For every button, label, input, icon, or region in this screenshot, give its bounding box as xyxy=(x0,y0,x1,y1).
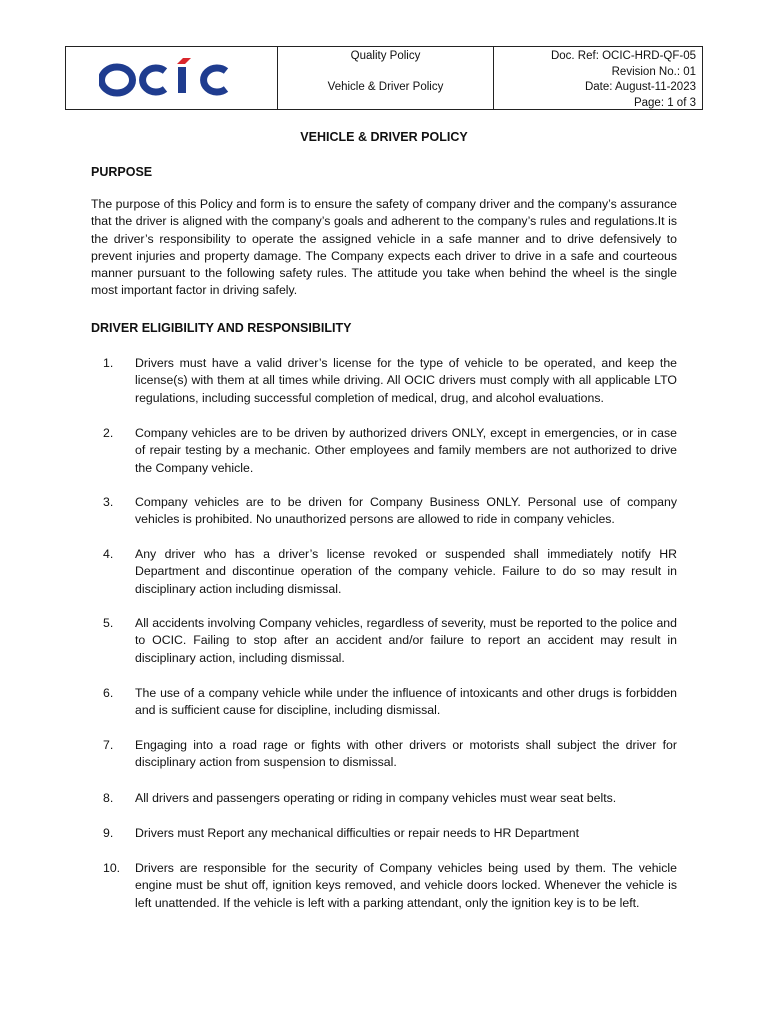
list-item xyxy=(91,737,677,772)
doc-ref: Doc. Ref: OCIC-HRD-QF-05 xyxy=(550,50,696,62)
list-item-text: Engaging into a road rage or fights with other drivers or motorists shall subject the driver for disciplinary action from suspension to dismissal. xyxy=(135,738,677,770)
list-item-number: 5. xyxy=(103,616,114,630)
list-item-text: Drivers must Report any mechanical difficulties or repair needs to HR Department xyxy=(135,826,580,840)
list-item xyxy=(91,685,677,720)
eligibility-heading: DRIVER ELIGIBILITY AND RESPONSIBILITY xyxy=(91,321,352,335)
list-item xyxy=(91,860,677,912)
list-item xyxy=(91,615,677,667)
list-item-number: 4. xyxy=(103,547,114,561)
policy-name: Vehicle & Driver Policy xyxy=(327,81,444,93)
list-item-text: All accidents involving Company vehicles, regardless of severity, must be reported to the police and to OCIC. Failing to stop after an accident and/or failure to report an accident may result in disciplinary action, including dismissal. xyxy=(135,616,677,665)
revision-number: Revision No.: 01 xyxy=(611,65,696,78)
list-item-text: Any driver who has a driver’s license revoked or suspended shall immediately notify HR Department and discontinue operation of the company vehicle. Failure to do so may result in disciplinary action including dismissal. xyxy=(135,547,677,596)
list-item xyxy=(91,355,677,407)
logo-cell xyxy=(66,47,278,109)
list-item-number: 7. xyxy=(103,738,114,752)
doc-date: Date: August-11-2023 xyxy=(584,81,696,93)
doc-meta-cell xyxy=(494,47,702,109)
list-item xyxy=(91,494,677,529)
list-item-number: 3. xyxy=(103,495,114,509)
list-item-number: 2. xyxy=(103,426,114,440)
list-item xyxy=(91,425,677,477)
policy-type: Quality Policy xyxy=(350,50,421,62)
list-item-number: 9. xyxy=(103,826,114,840)
list-item xyxy=(91,546,677,598)
policy-title-cell xyxy=(278,47,494,109)
ocic-logo-graphic xyxy=(99,58,245,98)
purpose-paragraph: The purpose of this Policy and form is to ensure the safety of company driver and the company’s assurance that the driver is aligned with the company’s goals and adherent to the company’s rules and regulations.It is the driver’s responsibility to operate the assigned vehicle in a safe manner and to drive defensively to prevent injuries and property damage. The Company expects each driver to drive in a safe and courteous manner pursuant to the following safety rules. The attitude you take when behind the wheel is the single most important factor in driving safely. xyxy=(91,197,677,298)
list-item-text: The use of a company vehicle while under the influence of intoxicants and other drugs is forbidden and is sufficient cause for discipline, including dismissal. xyxy=(135,686,677,718)
list-item xyxy=(91,825,677,842)
document-header-table xyxy=(65,46,703,110)
list-item-number: 1. xyxy=(103,356,114,370)
document-title: VEHICLE & DRIVER POLICY xyxy=(300,130,468,144)
list-item-number: 8. xyxy=(103,791,114,805)
list-item-number: 6. xyxy=(103,686,114,700)
list-item-text: Company vehicles are to be driven for Company Business ONLY. Personal use of company vehicles is prohibited. No unauthorized persons are allowed to ride in company vehicles. xyxy=(135,495,677,527)
list-item-text: Drivers must have a valid driver’s license for the type of vehicle to be operated, and keep the license(s) with them at all times while driving. All OCIC drivers must comply with all applicable LTO regulations, including successful completion of medical, drug, and alcohol evaluations. xyxy=(135,356,677,405)
list-item xyxy=(91,790,677,807)
list-item-text: All drivers and passengers operating or riding in company vehicles must wear seat belts. xyxy=(135,791,617,805)
list-item-text: Drivers are responsible for the security of Company vehicles being used by them. The vehicle engine must be shut off, ignition keys removed, and vehicle doors locked. Whenever the vehicle is left unattended. If the vehicle is left with a parking attendant, only the ignition key is to be left. xyxy=(135,861,677,910)
purpose-heading: PURPOSE xyxy=(91,165,153,179)
list-item-text: Company vehicles are to be driven by authorized drivers ONLY, except in emergencies, or in case of repair testing by a mechanic. Other employees and family members are not authorized to drive the Company vehicle. xyxy=(135,426,677,475)
list-item-number: 10. xyxy=(103,861,121,875)
ocic-logo xyxy=(99,58,245,98)
page-number: Page: 1 of 3 xyxy=(633,96,696,109)
